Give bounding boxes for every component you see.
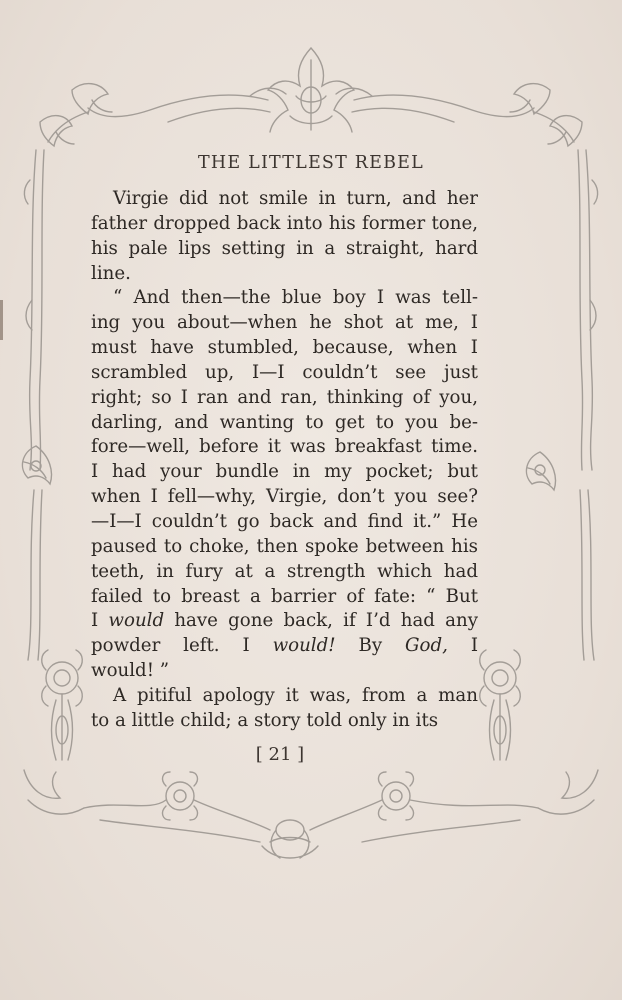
left-middle-leaf-ornament bbox=[22, 446, 51, 484]
text-line: his pale lips setting in a straight, hard bbox=[91, 237, 478, 259]
bottom-left-rosette-ornament bbox=[163, 772, 198, 820]
text-line: —I—I couldn’t go back and find it.” He bbox=[91, 510, 478, 532]
right-middle-leaf-ornament bbox=[526, 452, 555, 490]
text-line: right; so I ran and ran, thinking of you, bbox=[91, 386, 478, 408]
text-run: powder left. I bbox=[91, 635, 273, 657]
text-line: scrambled up, I—I couldn’t see just bbox=[91, 361, 478, 383]
running-head: THE LITTLEST REBEL bbox=[198, 153, 424, 173]
bottom-right-rosette-ornament bbox=[379, 772, 414, 820]
text-line: father dropped back into his former tone, bbox=[91, 212, 478, 234]
bottom-center-ornament bbox=[262, 820, 318, 858]
text-line: line. bbox=[91, 262, 131, 284]
italic-emphasis: God, bbox=[405, 635, 448, 657]
text-line: paused to choke, then spoke between his bbox=[91, 535, 478, 557]
text-run: I bbox=[447, 635, 479, 657]
text-line: would! ” bbox=[91, 660, 170, 682]
text-line: teeth, in fury at a strength which had bbox=[91, 560, 478, 582]
body-text bbox=[91, 187, 478, 734]
text-line: fore—well, before it was breakfast time. bbox=[91, 436, 478, 458]
text-line: “ And then—the blue boy I was tell- bbox=[113, 287, 478, 309]
text-line: to a little child; a story told only in its bbox=[91, 709, 439, 731]
italic-emphasis: would! bbox=[272, 635, 336, 657]
text-line: when I fell—why, Virgie, don’t you see? bbox=[91, 486, 478, 508]
text-line: darling, and wanting to get to you be- bbox=[91, 411, 478, 433]
text-line: A pitiful apology it was, from a man bbox=[113, 684, 478, 706]
italic-emphasis: would bbox=[108, 610, 165, 632]
text-line bbox=[91, 634, 478, 659]
text-line: Virgie did not smile in turn, and her bbox=[113, 188, 478, 209]
text-line: I had your bundle in my pocket; but bbox=[91, 461, 478, 483]
top-center-palmette-ornament bbox=[250, 48, 372, 132]
text-line: ing you about—when he shot at me, I bbox=[91, 312, 478, 334]
text-run: have gone back, if I’d had any bbox=[164, 610, 479, 632]
page-number: [ 21 ] bbox=[255, 744, 305, 765]
text-run: I bbox=[91, 610, 109, 632]
page-edge-mark bbox=[0, 300, 3, 340]
text-line: failed to breast a barrier of fate: “ But bbox=[91, 585, 478, 607]
text-line: must have stumbled, because, when I bbox=[91, 337, 478, 359]
text-run: By bbox=[335, 635, 406, 657]
text-line bbox=[91, 609, 478, 634]
